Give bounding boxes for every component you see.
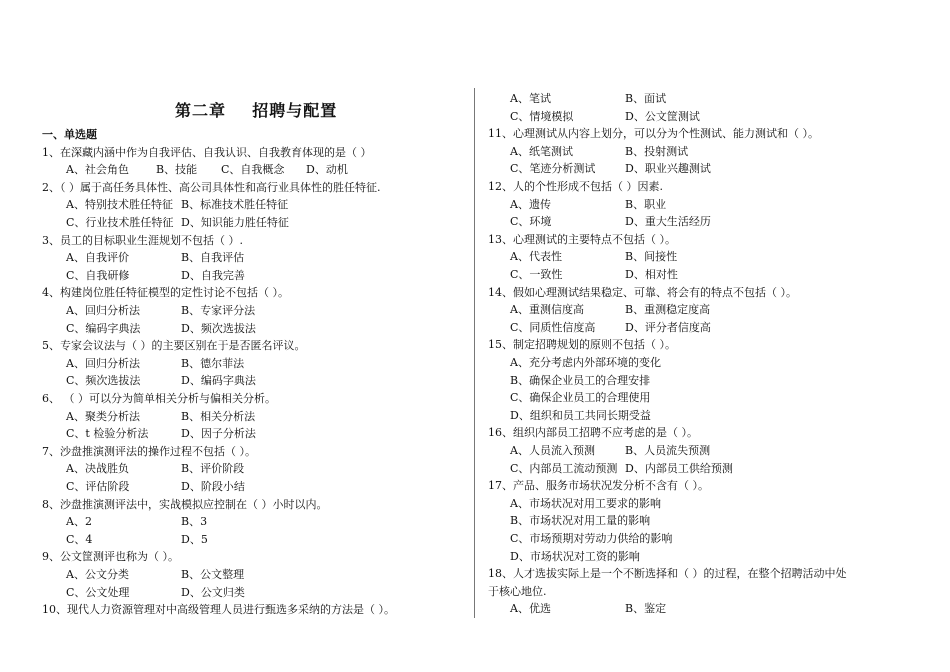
option-item: B、标准技术胜任特征 [181, 198, 289, 212]
question-text: 9、公文筐测评也称为（ ）。 [42, 550, 179, 564]
option-item: A、决战胜负 [66, 462, 129, 476]
option-item: D、自我完善 [181, 268, 245, 282]
option-item: C、频次选拔法 [66, 374, 141, 388]
question-text: 于核心地位. [488, 584, 547, 598]
option-item: D、组织和员工共同长期受益 [510, 408, 651, 422]
question-text: 17、产品、服务市场状况发分析不含有（ ）。 [488, 479, 709, 493]
option-item: A、遗传 [510, 197, 551, 211]
option-item: A、充分考虑内外部环境的变化 [510, 356, 661, 369]
option-item: C、行业技术胜任特征 [66, 216, 174, 229]
option-item: D、职业兴趣测试 [625, 162, 711, 176]
option-item: A、公文分类 [66, 568, 129, 581]
option-item: C、同质性信度高 [510, 320, 596, 334]
option-item: A、人员流入预测 [510, 444, 595, 457]
option-item: D、公文归类 [181, 585, 245, 599]
option-item: C、编码字典法 [66, 321, 141, 335]
option-item: D、5 [181, 532, 208, 546]
option-item: C、t 检验分析法 [66, 427, 149, 441]
question-text: 7、沙盘推演测评法的操作过程不包括（ ）。 [42, 444, 256, 458]
option-item: A、回归分析法 [66, 356, 140, 370]
option-item: D、频次选拔法 [181, 321, 256, 335]
chapter-title: 第二章 招聘与配置 [175, 101, 338, 120]
column-divider [474, 88, 475, 618]
option-item: A、自我评价 [66, 251, 129, 265]
question-text: 1、在深藏内涵中作为自我评估、自我认识、自我教育体现的是（ ） [42, 145, 372, 159]
option-item: A、纸笔测试 [510, 144, 573, 158]
option-item: A、代表性 [510, 250, 562, 264]
option-item: C、评估阶段 [66, 480, 130, 493]
option-item: B、重测稳定度高 [625, 303, 711, 317]
option-item: D、相对性 [625, 268, 678, 281]
option-item: B、面试 [625, 92, 667, 105]
option-item: C、一致性 [510, 268, 563, 281]
section-heading: 一、单选题 [42, 128, 97, 141]
option-item: A、特别技术胜任特征 [66, 198, 173, 212]
option-item: C、确保企业员工的合理使用 [510, 391, 651, 405]
option-item: A、重测信度高 [510, 303, 584, 317]
option-item: B、3 [181, 515, 208, 529]
option-item: A、2 [66, 515, 92, 529]
option-item: B、相关分析法 [181, 409, 256, 423]
option-item: B、公文整理 [181, 568, 245, 581]
question-text: 18、人才选拔实际上是一个不断选择和（ ）的过程，在整个招聘活动中处 [488, 567, 847, 581]
option-item: C、情境模拟 [510, 109, 574, 123]
option-item: B、技能 [156, 163, 198, 177]
option-item: C、环境 [510, 215, 552, 229]
option-item: D、因子分析法 [181, 427, 256, 441]
question-text: 4、构建岗位胜任特征模型的定性讨论不包括（ ）。 [42, 286, 289, 300]
option-item: A、回归分析法 [66, 304, 140, 317]
question-text: 11、心理测试从内容上划分，可以分为个性测试、能力测试和（ ）。 [488, 127, 819, 141]
option-item: B、职业 [625, 197, 667, 211]
option-item: B、间接性 [625, 250, 678, 264]
question-text: 8、沙盘推演测评法中，实战模拟应控制在（ ）小时以内。 [42, 497, 328, 511]
option-item: B、德尔菲法 [181, 356, 245, 370]
option-item: D、内部员工供给预测 [625, 461, 733, 475]
question-text: 15、制定招聘规划的原则不包括（ ）。 [488, 338, 676, 352]
option-item: D、编码字典法 [181, 374, 256, 388]
question-text: 5、专家会议法与（ ）的主要区别在于是否匿名评议。 [42, 339, 306, 353]
option-item: B、专家评分法 [181, 304, 256, 317]
question-text: 14、假如心理测试结果稳定、可靠、将会有的特点不包括（ ）。 [488, 285, 797, 299]
option-item: D、知识能力胜任特征 [181, 216, 289, 229]
option-item: B、鉴定 [625, 602, 667, 616]
option-item: A、聚类分析法 [66, 409, 140, 423]
option-item: C、公文处理 [66, 585, 130, 599]
question-text: 2、（ ）属于高任务具体性、高公司具体性和高行业具体性的胜任特征. [42, 180, 381, 194]
question-text: 10、现代人力资源管理对中高级管理人员进行甄选多采纳的方法是（ ）。 [42, 603, 395, 617]
option-item: C、自我概念 [221, 163, 285, 177]
option-item: D、阶段小结 [181, 480, 245, 493]
option-item: C、笔迹分析测试 [510, 162, 596, 176]
option-item: A、社会角色 [66, 163, 129, 177]
question-text: 16、组织内部员工招聘不应考虑的是（ ）。 [488, 426, 698, 440]
question-text: 6、 （ ）可以分为简单相关分析与偏相关分析。 [42, 392, 276, 405]
question-text: 13、心理测试的主要特点不包括（ ）。 [488, 232, 676, 246]
option-item: D、评分者信度高 [625, 320, 711, 334]
question-text: 3、员工的目标职业生涯规划不包括（ ）. [42, 233, 243, 247]
option-item: B、评价阶段 [181, 462, 245, 476]
option-item: B、确保企业员工的合理安排 [510, 373, 651, 387]
option-item: D、市场状况对工资的影响 [510, 549, 640, 563]
option-item: A、市场状况对用工要求的影响 [510, 496, 661, 510]
option-item: C、自我研修 [66, 268, 130, 282]
option-item: C、内部员工流动预测 [510, 461, 618, 475]
option-item: D、动机 [306, 163, 348, 177]
option-item: D、重大生活经历 [625, 215, 711, 229]
option-item: A、笔试 [510, 92, 551, 105]
option-item: B、投射测试 [625, 144, 689, 158]
option-item: D、公文筐测试 [625, 109, 700, 123]
option-item: C、4 [66, 532, 93, 546]
option-item: B、人员流失预测 [625, 444, 711, 457]
option-item: B、自我评估 [181, 251, 245, 265]
question-text: 12、人的个性形成不包括（ ）因素. [488, 180, 663, 193]
option-item: A、优选 [510, 602, 551, 616]
option-item: B、市场状况对用工量的影响 [510, 514, 651, 528]
option-item: C、市场预期对劳动力供给的影响 [510, 532, 673, 545]
